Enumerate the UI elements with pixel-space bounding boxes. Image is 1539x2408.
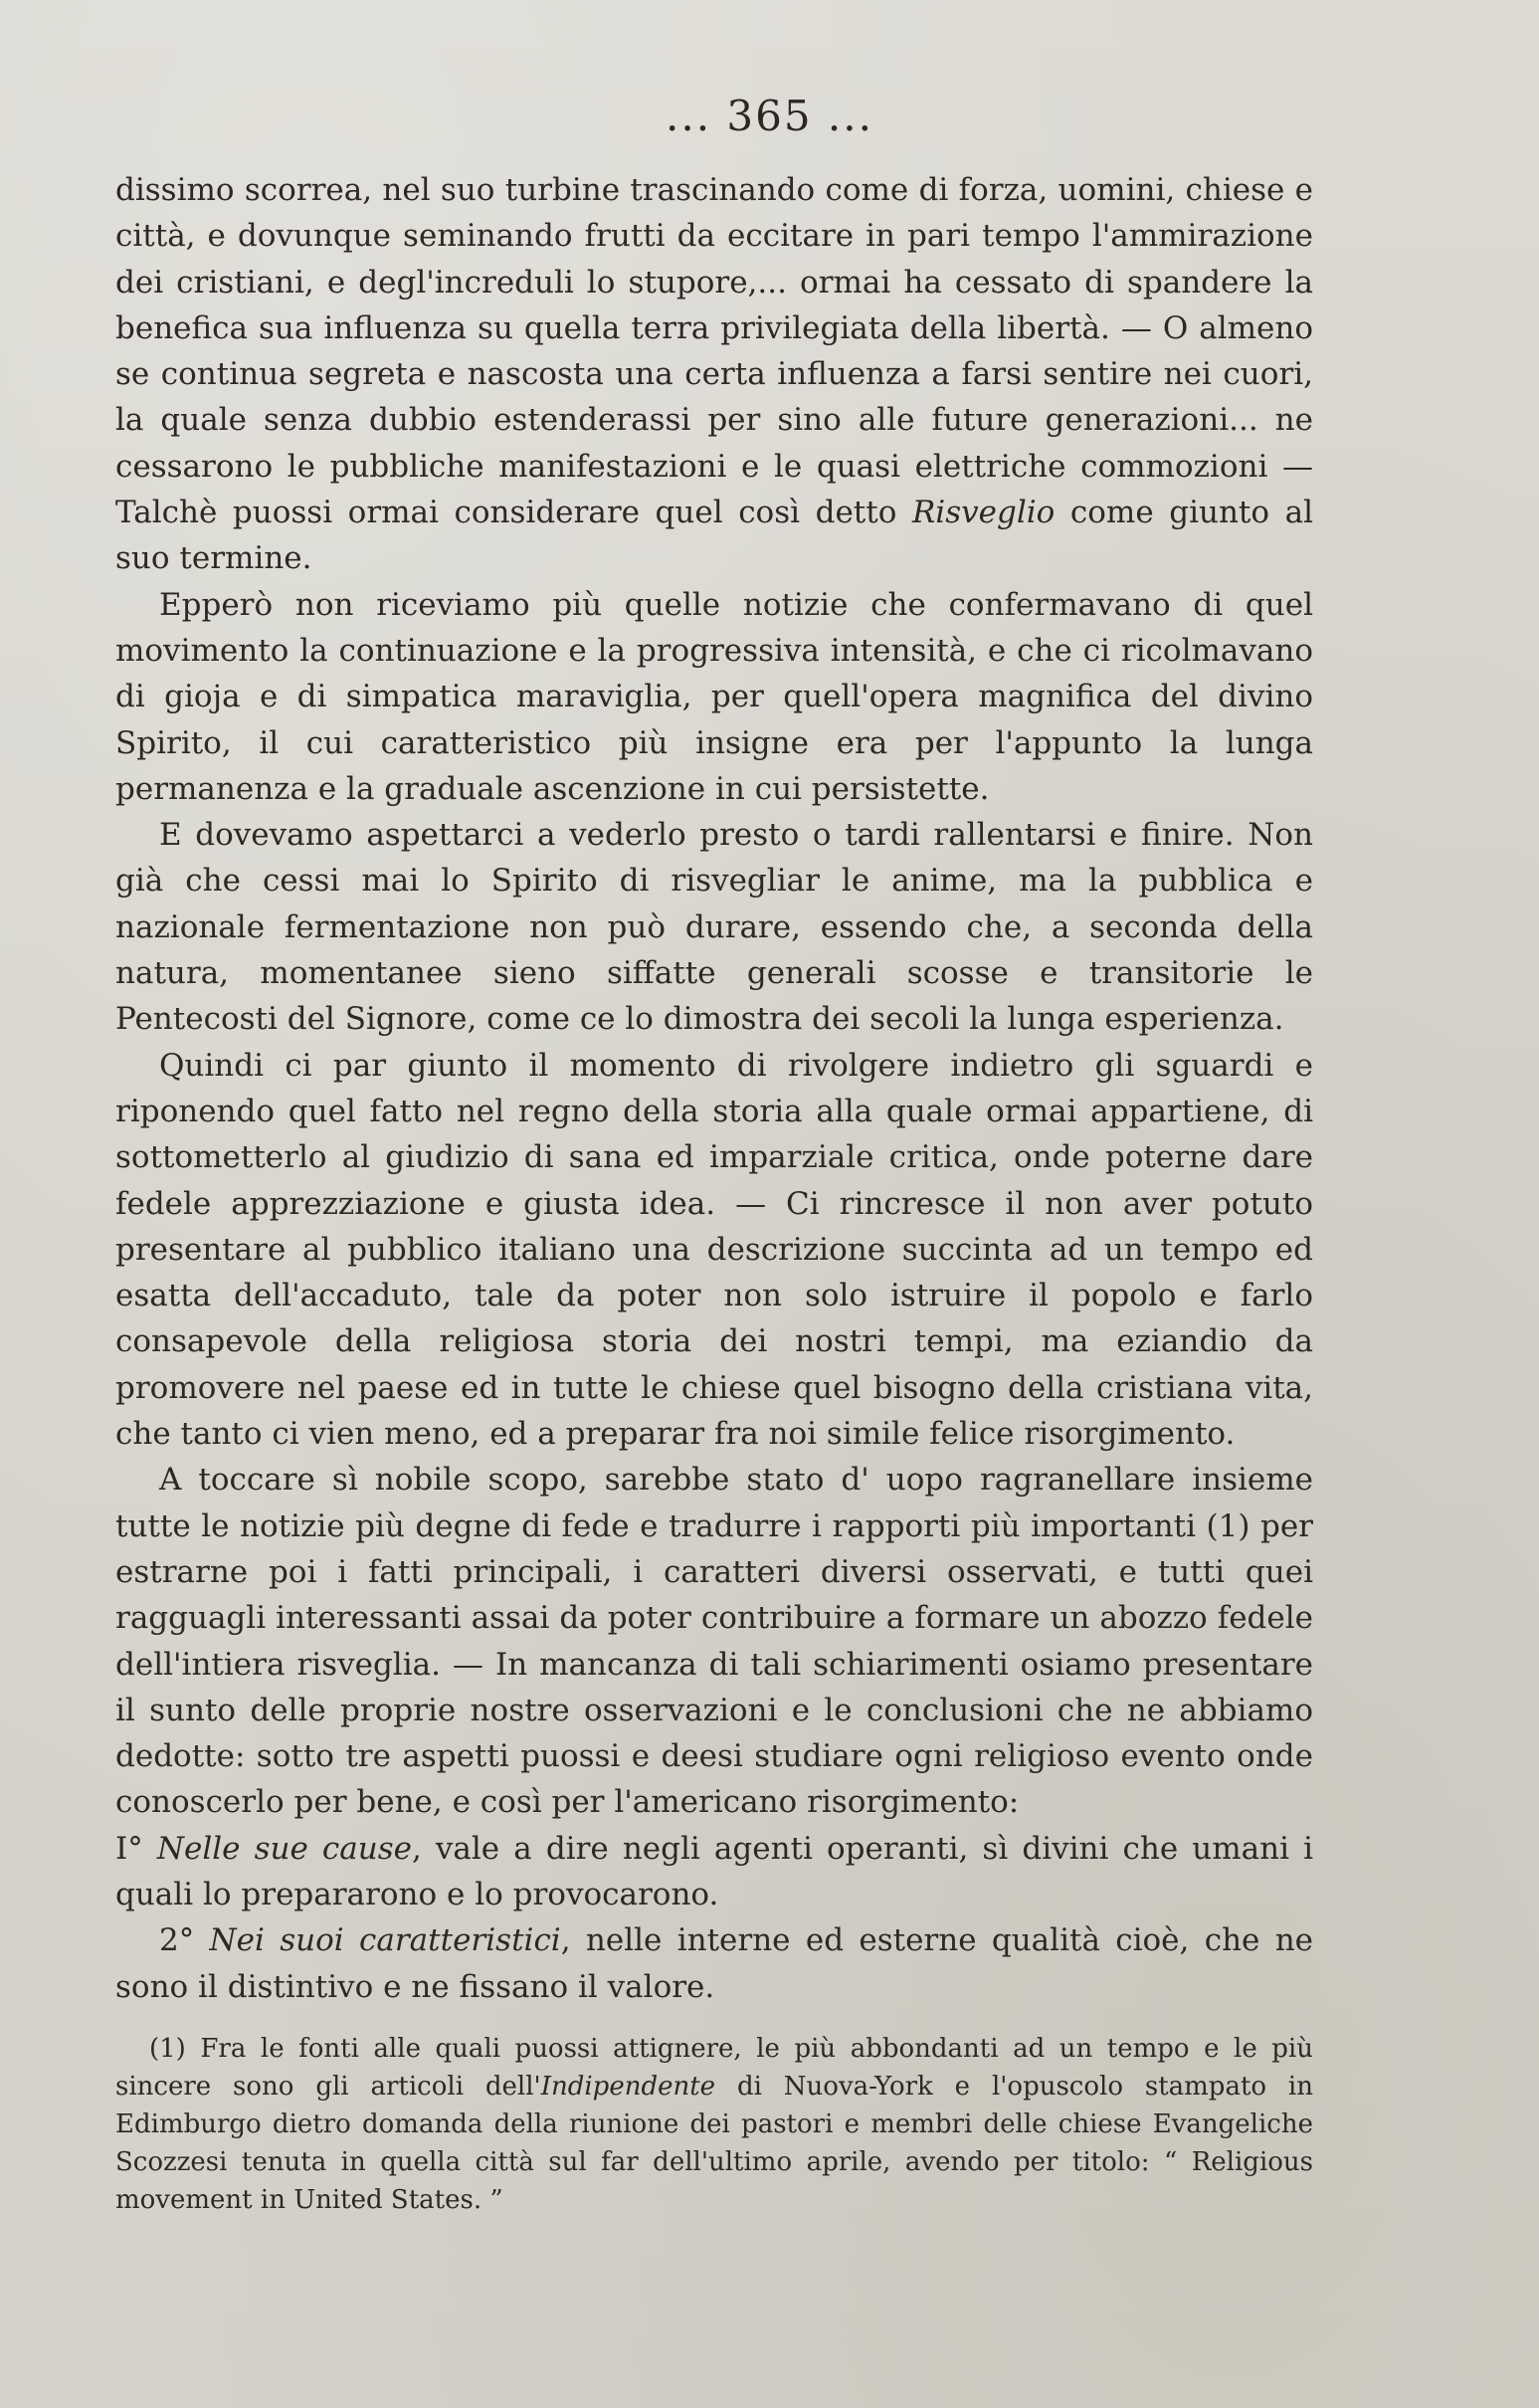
text-run: di Nuova-York e l'opuscolo stampato in Edimburgo dietro domanda della riunione dei pastori e membri delle chiese Evangeliche Scozzesi tenuta in quella città sul far dell'ultimo aprile, avendo per titolo: “ Religious movement in United States. ” <box>115 2072 1313 2215</box>
italic-text: Indipendente <box>540 2072 716 2102</box>
text-run: , vale a dire negli agenti operanti, sì divini che umani i quali lo prepararono e lo provocarono. <box>115 1830 1313 1912</box>
text-run: , nelle interne ed esterne qualità cioè, che ne sono il distintivo e ne fissano il valore. <box>115 1922 1314 2005</box>
footnote <box>115 2030 1313 2219</box>
paragraph <box>115 812 1313 1042</box>
paragraph <box>115 167 1313 582</box>
page-number: ... 365 ... <box>666 92 873 140</box>
italic-text: Risveglio <box>911 495 1056 531</box>
paragraph-enumerated <box>115 1917 1313 2010</box>
italic-text: Nei suoi caratteristici <box>209 1922 561 1959</box>
paragraph <box>115 582 1313 812</box>
text-run: E dovevamo aspettarci a vederlo presto o tardi rallentarsi e finire. Non già che cessi mai lo Spirito di risvegliar le anime, ma la pubblica e nazionale fermentazione non può durare, essendo che, a seconda della natura, momentanee sieno siffatte generali scosse e transitorie le Pentecosti del Signore, come ce lo dimostra dei secoli la lunga esperienza. <box>115 817 1313 1038</box>
text-run: I° <box>115 1830 157 1867</box>
text-run: Epperò non riceviamo più quelle notizie che confermavano di quel movimento la continuazione e la progressiva intensità, e che ci ricolmavano di gioja e di simpatica maraviglia, per quell'opera magnifica del divino Spirito, il cui caratteristico più insigne era per l'appunto la lunga permanenza e la graduale ascenzione in cui persistette. <box>115 586 1313 807</box>
body-text <box>115 167 1313 2010</box>
text-run: Quindi ci par giunto il momento di rivolgere indietro gli sguardi e riponendo quel fatto nel regno della storia alla quale ormai appartiene, di sottometterlo al giudizio di sana ed imparziale critica, onde poterne dare fedele apprezziazione e giusta idea. — Ci rincresce il non aver potuto presentare al pubblico italiano una descrizione succinta ad un tempo ed esatta dell'accaduto, tale da poter non solo istruire il popolo e farlo consapevole della religiosa storia dei nostri tempi, ma eziandio da promovere nel paese ed in tutte le chiese quel bisogno della cristiana vita, che tanto ci vien meno, ed a preparar fra noi simile felice risorgimento. <box>115 1047 1313 1453</box>
text-run: (1) Fra le fonti alle quali puossi attignere, le più abbondanti ad un tempo e le più sincere sono gli articoli dell' <box>115 2034 1313 2102</box>
text-run: dissimo scorrea, nel suo turbine trascinando come di forza, uomini, chiese e città, e dovunque seminando frutti da eccitare in pari tempo l'ammirazione dei cristiani, e degl'increduli lo stupore,... ormai ha cessato di spandere la benefica sua influenza su quella terra privilegiata della libertà. — O almeno se continua segreta e nascosta una certa influenza a farsi sentire nei cuori, la quale senza dubbio estenderassi per sino alle future generazioni... ne cessarono le pubbliche manifestazioni e le quasi elettriche commozioni — Talchè puossi ormai considerare quel così detto <box>115 172 1313 531</box>
paragraph-enumerated <box>115 1826 1313 1918</box>
paragraph <box>115 1043 1313 1458</box>
text-run: come giunto al suo termine. <box>115 495 1314 577</box>
italic-text: Nelle sue cause <box>156 1830 412 1867</box>
text-run: A toccare sì nobile scopo, sarebbe stato d' uopo ragranellare insieme tutte le notizie più degne di fede e tradurre i rapporti più importanti (1) per estrarne poi i fatti principali, i caratteri diversi osservati, e tutti quei ragguagli interessanti assai da poter contribuire a formare un abozzo fedele dell'intiera risveglia. — In mancanza di tali schiarimenti osiamo presentare il sunto delle proprie nostre osservazioni e le conclusioni che ne abbiamo dedotte: sotto tre aspetti puossi e deesi studiare ogni religioso evento onde conoscerlo per bene, e così per l'americano risorgimento: <box>115 1462 1313 1821</box>
text-run: 2° <box>159 1922 210 1959</box>
footnote-text <box>115 2030 1313 2219</box>
paragraph <box>115 1457 1313 1825</box>
